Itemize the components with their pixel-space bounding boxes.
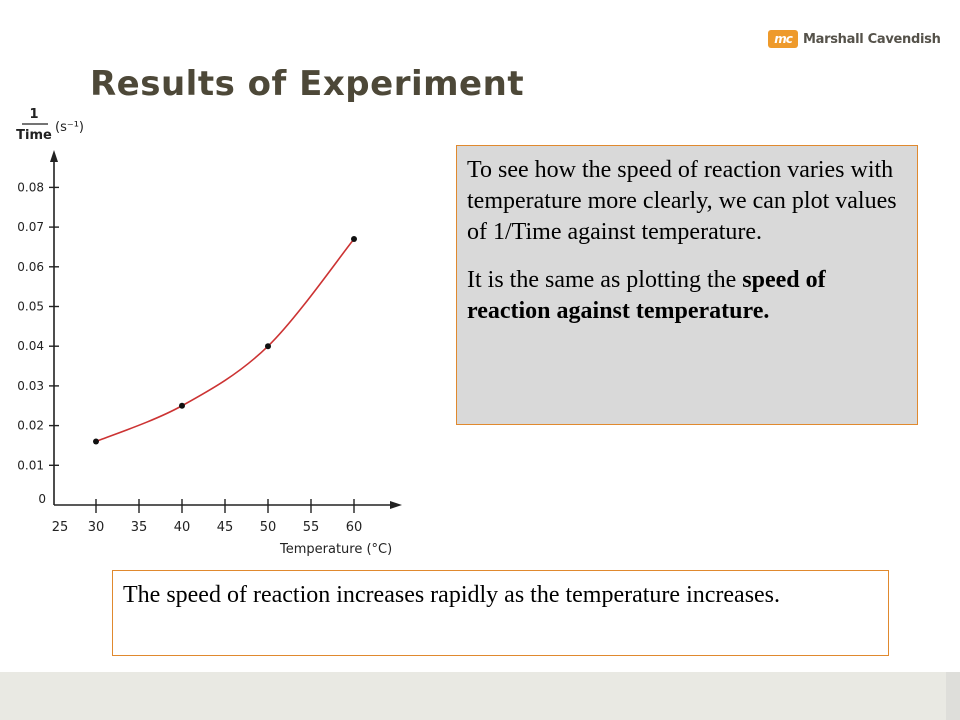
y-tick-label: 0.06 — [17, 259, 44, 274]
info-paragraph-2 — [467, 265, 907, 327]
x-tick-label: 30 — [87, 520, 105, 535]
footer-band — [0, 672, 960, 720]
x-axis-label: Temperature (°C) — [280, 542, 393, 557]
y-tick-label: 0.02 — [17, 418, 44, 433]
footer-shade — [946, 672, 960, 720]
brand-logo — [768, 28, 941, 50]
y-tick-label: 0.01 — [17, 458, 44, 473]
y-tick-label: 0 — [38, 492, 46, 506]
y-axis-arrow — [50, 150, 58, 162]
y-tick-label: 0.05 — [17, 299, 44, 314]
temperature-rate-chart — [0, 100, 430, 560]
x-tick-label: 35 — [130, 520, 148, 535]
x-axis-arrow — [390, 501, 402, 509]
y-tick-label: 0.03 — [17, 378, 44, 393]
logo-badge: mc — [768, 30, 798, 48]
x-tick-label: 50 — [259, 520, 277, 535]
x-tick-label: 55 — [302, 520, 320, 535]
data-point — [351, 236, 357, 242]
data-point — [179, 403, 185, 409]
data-point — [265, 343, 271, 349]
x-tick-label: 25 — [51, 520, 69, 535]
y-tick-label: 0.04 — [17, 339, 44, 354]
y-tick-label: 0.08 — [17, 180, 44, 195]
y-axis-label-unit: (s⁻¹) — [55, 120, 84, 135]
data-point — [93, 438, 99, 444]
y-tick-label: 0.07 — [17, 220, 44, 235]
trend-curve — [96, 239, 354, 441]
info-paragraph-2-bold: speed of reaction against temperature. — [467, 267, 826, 324]
conclusion-box: The speed of reaction increases rapidly as the temperature increases. — [112, 570, 889, 656]
info-paragraph-2-text: It is the same as plotting the — [467, 267, 743, 293]
info-paragraph-1: To see how the speed of reaction varies with temperature more clearly, we can plot values of 1/Time against temperature. — [467, 157, 897, 245]
slide-title: Results of Experiment — [90, 64, 525, 104]
x-tick-label: 60 — [345, 520, 363, 535]
y-axis-label-numerator: 1 — [29, 107, 39, 122]
x-tick-label: 45 — [216, 520, 234, 535]
info-box — [456, 145, 918, 425]
x-tick-label: 40 — [173, 520, 191, 535]
logo-text: Marshall Cavendish — [803, 31, 941, 47]
y-axis-label-denominator: Time — [16, 128, 52, 143]
